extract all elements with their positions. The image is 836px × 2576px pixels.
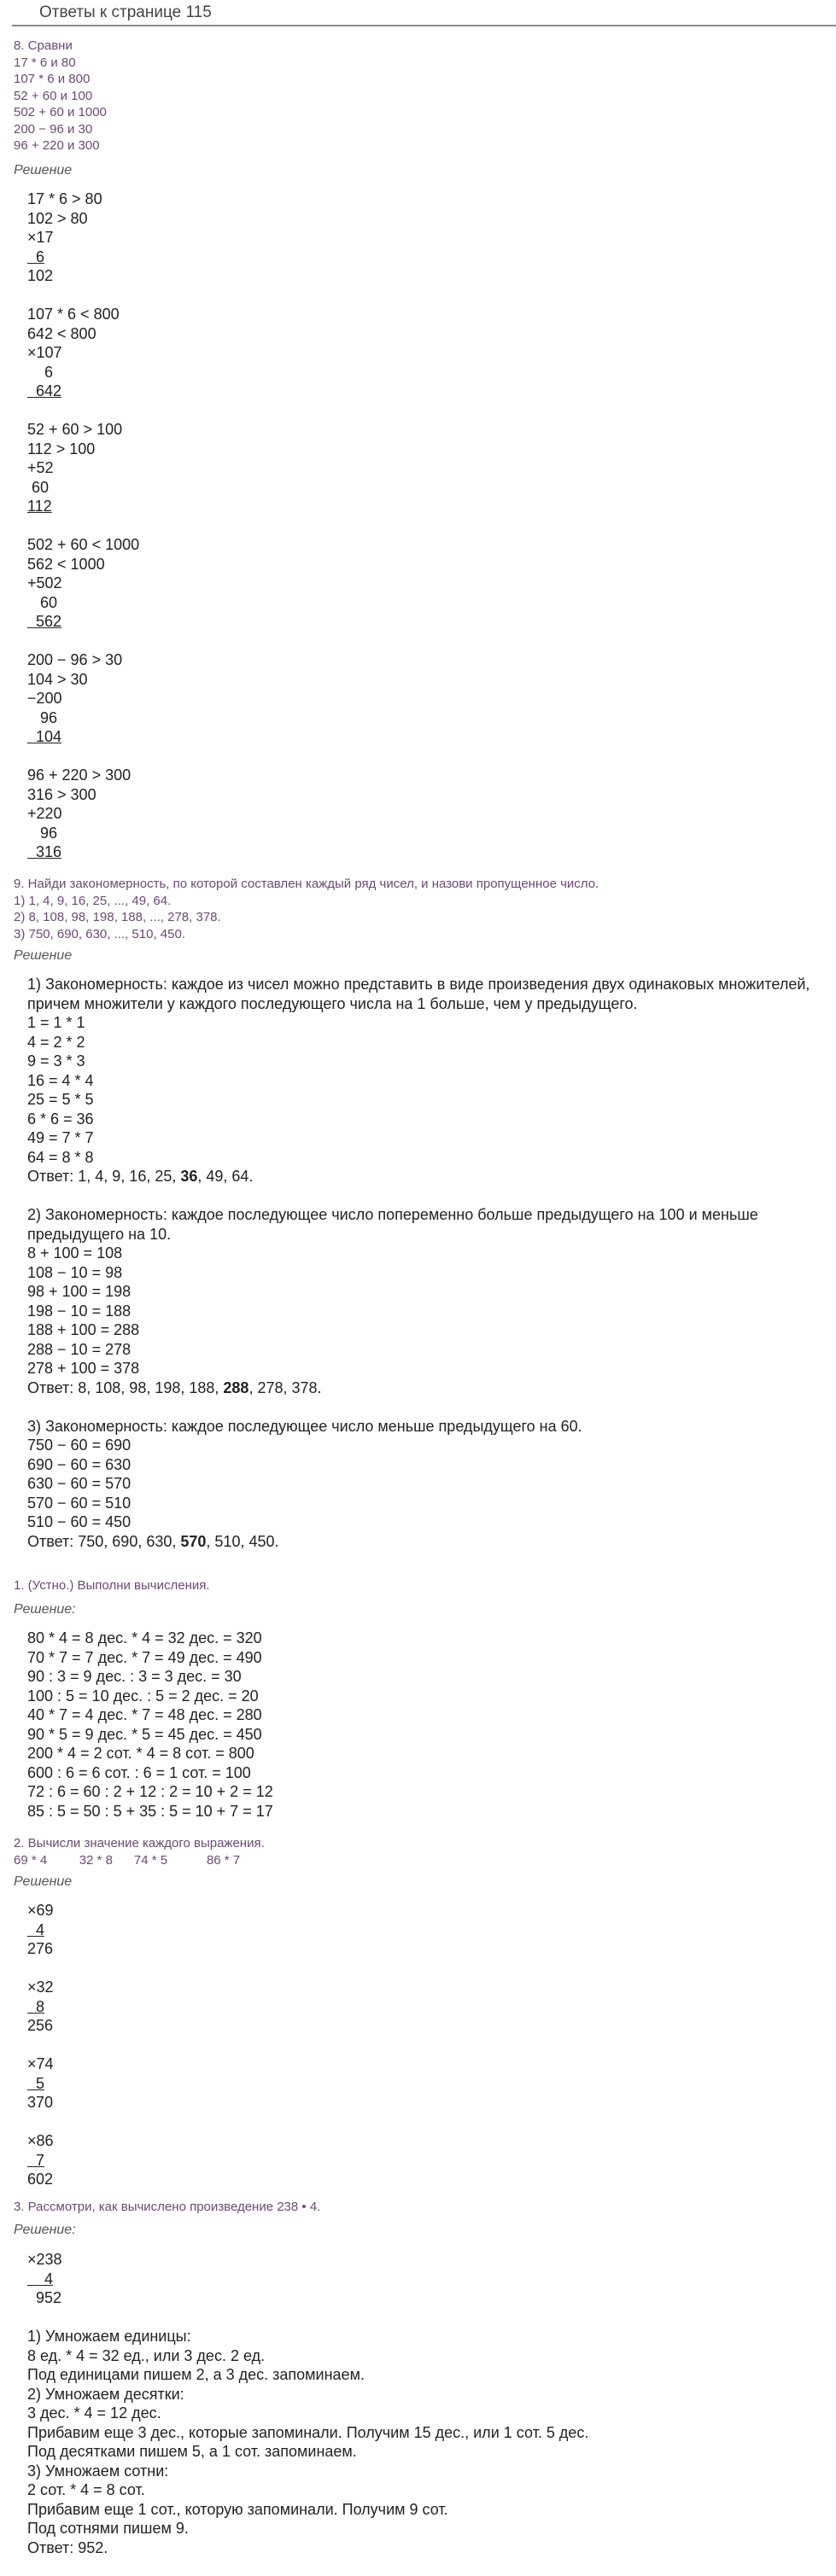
text-line: ×107 [27,344,62,361]
text-line: 4 [27,2270,54,2288]
text-line: 198 − 10 = 188 [27,1302,132,1320]
text-line: 570 − 60 = 510 [27,1494,132,1512]
text-line: +502 [27,574,62,592]
text-line: 188 + 100 = 288 [27,1321,140,1338]
task-8-solution [27,189,139,862]
text-line: ×86 [27,2132,54,2149]
text-line: 112 [27,498,52,515]
text-line: 70 * 7 = 7 дес. * 7 = 49 дес. = 490 [27,1648,262,1666]
task-1 [14,1577,210,1594]
text-line: 2) Умножаем десятки: [27,2385,184,2403]
text-line: 602 [27,2171,54,2188]
text-line: Под единицами пишем 2, а 3 дес. запоминаем. [27,2366,365,2383]
text-line: 256 [27,2017,54,2034]
text-line: 2) Закономерность: каждое последующее число попеременно больше предыдущего на 100 и меньше [27,1206,758,1223]
text-line: ×238 [27,2251,62,2268]
text-line: 200 − 96 и 30 [14,121,93,137]
text-line: 1) Закономерность: каждое из чисел можно представить в виде произведения двух одинаковых множителей, [27,976,810,993]
text-line: 952 [27,2289,62,2306]
text-line: 690 − 60 = 630 [27,1455,132,1473]
text-line: 1 = 1 * 1 [27,1014,85,1031]
task-8-solution-label: Решение [14,163,73,178]
page-title: Ответы к странице 115 [12,3,836,26]
text-line: 3. Рассмотри, как вычислено произведение 238 • 4. [14,2200,321,2214]
text-line: 1. (Устно.) Выполни вычисления. [14,1578,210,1593]
text-line [27,516,139,536]
text-line: 107 * 6 < 800 [27,306,120,323]
text-line: Ответ: 750, 690, 630, 570, 510, 450. [27,1532,279,1550]
task-1-solution [27,1629,273,1821]
text-line [27,286,139,306]
text-line: Ответ: 952. [27,2538,108,2556]
text-line: 2) 8, 108, 98, 198, 188, ..., 278, 378. [14,910,221,924]
text-line: ×17 [27,229,54,246]
text-line: 750 − 60 = 690 [27,1437,132,1454]
task-3-solution-label: Решение: [14,2223,76,2237]
text-line: 562 < 1000 [27,555,105,573]
text-line: 49 = 7 * 7 [27,1129,94,1146]
text-line: 2. Вычисли значение каждого выражения. [14,1836,265,1850]
text-line: +220 [27,805,62,822]
task-8 [14,38,107,154]
text-line: 276 [27,1940,54,1957]
text-line: 107 * 6 и 800 [14,72,91,86]
text-line: 600 : 6 = 6 сот. : 6 = 1 сот. = 100 [27,1763,251,1781]
text-line: 96 + 220 и 300 [14,138,100,153]
task-9-solution [27,975,810,1551]
text-line [27,2113,54,2132]
text-line: 288 − 10 = 278 [27,1340,132,1358]
text-line [27,747,139,766]
text-line: 64 = 8 * 8 [27,1148,94,1166]
text-line: 3) Умножаем сотни: [27,2462,169,2480]
text-line: 98 + 100 = 198 [27,1283,132,1300]
text-line: ×69 [27,1902,54,1919]
text-line: Под сотнями пишем 9. [27,2520,189,2537]
text-line: Прибавим еще 1 сот., которую запоминали. Получим 9 сот. [27,2500,448,2518]
text-line: 502 + 60 < 1000 [27,536,140,553]
text-line [27,1186,810,1206]
text-line: 52 + 60 и 100 [14,88,93,103]
text-line [27,401,139,421]
text-line: ×74 [27,2055,54,2072]
task-3 [14,2199,320,2216]
text-line [27,2308,588,2328]
text-line: 72 : 6 = 60 : 2 + 12 : 2 = 10 + 2 = 12 [27,1783,273,1800]
text-line: 8. Сравни [14,38,73,53]
text-line: −200 [27,690,62,707]
text-line: 96 [27,824,58,842]
task-2-solution [27,1901,54,2189]
text-line: 60 [27,593,58,611]
text-line: 502 + 60 и 1000 [14,105,107,119]
text-line: 3 дес. * 4 = 12 дес. [27,2404,161,2422]
text-line: 200 − 96 > 30 [27,651,123,668]
text-line: 112 > 100 [27,440,96,458]
text-line: 60 [27,478,50,496]
text-line: 2 сот. * 4 = 8 сот. [27,2481,145,2498]
text-line [27,1959,54,1979]
text-line: 7 [27,2151,45,2169]
text-line: 90 : 3 = 9 дес. : 3 = 3 дес. = 30 [27,1668,242,1685]
text-line: 642 < 800 [27,324,96,342]
text-line: Ответ: 1, 4, 9, 16, 25, 36, 49, 64. [27,1168,254,1185]
text-line: 6 [27,248,45,265]
text-line: 104 [27,728,62,745]
text-line: Под десятками пишем 5, а 1 сот. запоминаем. [27,2443,357,2460]
text-line: 8 ед. * 4 = 32 ед., или 3 дес. 2 ед. [27,2346,266,2364]
text-line: 85 : 5 = 50 : 5 + 35 : 5 = 10 + 7 = 17 [27,1802,273,1820]
text-line: Прибавим еще 3 дес., которые запоминали. Получим 15 дес., или 1 сот. 5 дес. [27,2423,589,2441]
text-line: 316 > 300 [27,785,96,803]
text-line: 8 + 100 = 108 [27,1244,123,1262]
text-line: 25 = 5 * 5 [27,1091,94,1108]
text-line: 96 [27,708,58,726]
text-line: 9. Найди закономерность, по которой составлен каждый ряд чисел, и назови пропущенное число. [14,877,599,891]
text-line: 16 = 4 * 4 [27,1071,94,1089]
text-line: 200 * 4 = 2 сот. * 4 = 8 сот. = 800 [27,1745,254,1762]
text-line [27,632,139,651]
text-line: 1) Умножаем единицы: [27,2328,191,2345]
text-line [27,1397,810,1417]
text-line: 3) 750, 690, 630, ..., 510, 450. [14,926,185,941]
text-line: 108 − 10 = 98 [27,1263,123,1281]
text-line: 6 * 6 = 36 [27,1110,94,1128]
text-line: 40 * 7 = 4 дес. * 7 = 48 дес. = 280 [27,1706,262,1723]
task-9-solution-label: Решение [14,948,73,963]
text-line: 102 > 80 [27,209,88,227]
text-line: 562 [27,613,62,630]
text-line: 642 [27,382,62,399]
text-line: 69 * 4 32 * 8 74 * 5 86 * 7 [14,1852,241,1868]
text-line: 52 + 60 > 100 [27,421,123,438]
text-line: 1) 1, 4, 9, 16, 25, ..., 49, 64. [14,893,172,908]
text-line: 90 * 5 = 9 дес. * 5 = 45 дес. = 450 [27,1725,262,1743]
text-line: причем множители у каждого последующего числа на 1 больше, чем у предыдущего. [27,994,638,1012]
text-line: 316 [27,843,62,860]
task-2 [14,1835,265,1868]
text-line: ×32 [27,1979,54,1996]
text-line: 630 − 60 = 570 [27,1475,132,1492]
text-line: 96 + 220 > 300 [27,766,132,784]
text-line: 510 − 60 = 450 [27,1513,132,1530]
task-3-solution [27,2250,588,2557]
text-line: 80 * 4 = 8 дес. * 4 = 32 дес. = 320 [27,1629,262,1646]
text-line: 5 [27,2074,45,2092]
text-line: 4 [27,1920,45,1938]
text-line: 8 [27,1997,45,2015]
text-line [27,2036,54,2055]
text-line: предыдущего на 10. [27,1225,172,1243]
task-2-solution-label: Решение [14,1874,73,1889]
task-9 [14,876,599,942]
text-line: Ответ: 8, 108, 98, 198, 188, 288, 278, 378. [27,1378,322,1396]
text-line: 100 : 5 = 10 дес. : 5 = 2 дес. = 20 [27,1687,259,1705]
text-line: 6 [27,363,54,381]
text-line: 3) Закономерность: каждое последующее число меньше предыдущего на 60. [27,1417,582,1435]
text-line: 104 > 30 [27,670,88,688]
text-line: 9 = 3 * 3 [27,1052,85,1069]
text-line: 278 + 100 = 378 [27,1360,140,1377]
text-line: 102 [27,267,54,284]
text-line: 17 * 6 > 80 [27,190,102,207]
text-line: 17 * 6 и 80 [14,55,76,70]
text-line: +52 [27,459,54,476]
task-1-solution-label: Решение: [14,1602,76,1617]
text-line: 370 [27,2094,54,2111]
text-line: 4 = 2 * 2 [27,1033,85,1051]
